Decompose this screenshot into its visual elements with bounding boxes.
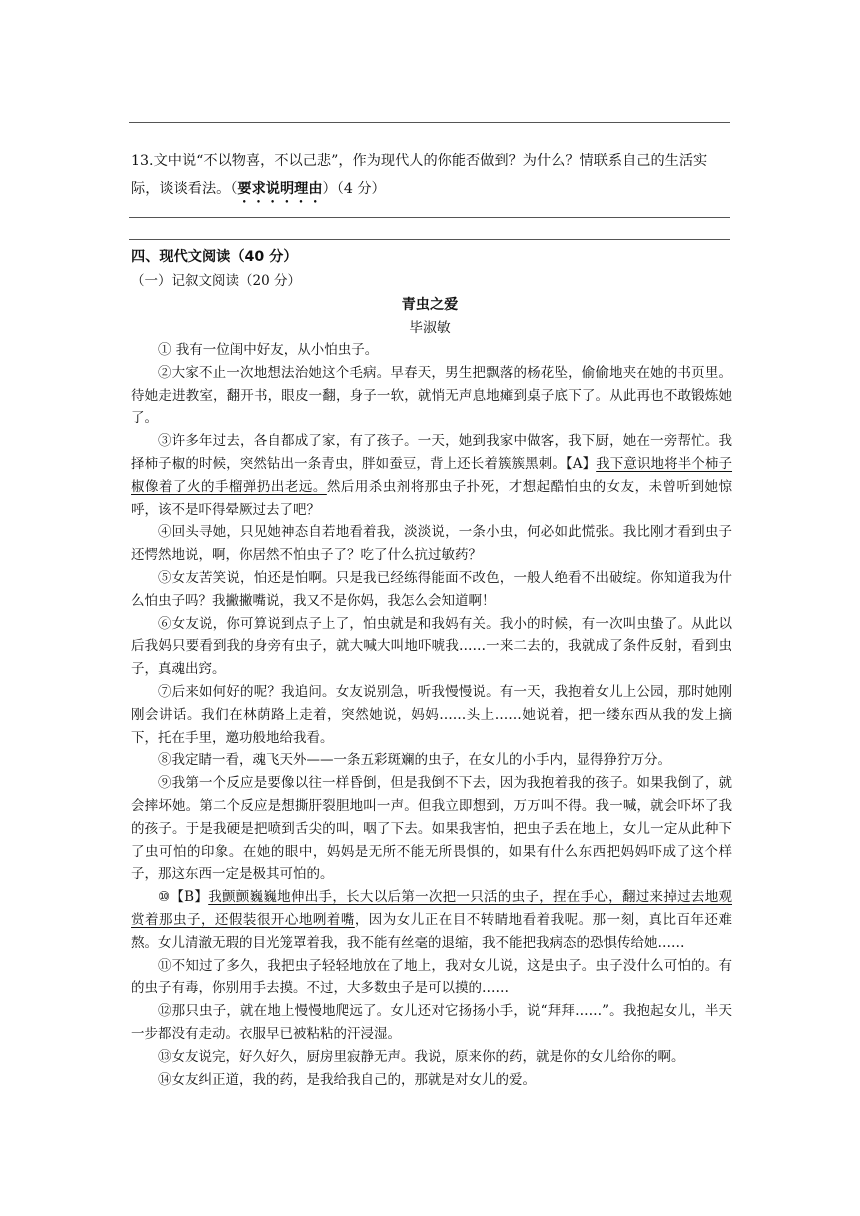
paragraph-5: ⑤女友苦笑说，怕还是怕啊。只是我已经练得能面不改色，一般人绝看不出破绽。你知道我为什么怕虫子吗？我撇撇嘴说，我又不是你妈，我怎么会知道啊！: [131, 569, 732, 609]
question-13: [131, 147, 731, 206]
section-subtitle: （一）记叙文阅读（20 分）: [131, 273, 301, 289]
paragraph-9: ⑨我第一个反应是要像以往一样昏倒，但是我倒不下去，因为我抱着我的孩子。如果我倒了，就会摔坏她。第二个反应是想撕肝裂胆地叫一声。但我立即想到，万万叫不得。我一喊，就会吓坏了我的孩子。于是我硬是把喷到舌尖的叫，咽了下去。如果我害怕，把虫子丢在地上，女儿一定从此种下了虫可怕的印象。在她的眼中，妈妈是无所不能无所畏惧的，如果有什么东西把妈妈吓成了这个样子，那这东西一定是极其可怕的。: [131, 775, 732, 883]
answer-line-3: [129, 239, 730, 240]
paragraph-7: ⑦后来如何好的呢？我追问。女友说别急，听我慢慢说。有一天，我抱着女儿上公园，那时她刚刚会讲话。我们在林荫路上走着，突然她说，妈妈……头上……她说着，把一缕东西从我的发上摘下，托在手里，邀功般地给我看。: [131, 683, 732, 746]
paragraph-10-rest: ，因为女儿正在目不转睛地看着我呢。那一刻，真比百年还难熬。女儿清澈无瑕的目光笼罩着我，我不能有丝毫的退缩，我不能把我病态的恐惧传给她……: [131, 911, 733, 951]
paragraph-14: ⑭女友纠正道，我的药，是我给我自己的，那就是对女儿的爱。: [158, 1071, 536, 1088]
story-title: 青虫之爱: [401, 297, 459, 313]
paragraph-8: ⑧我定睛一看，魂飞天外——一条五彩斑斓的虫子，在女儿的小手内，显得狰狞万分。: [158, 752, 671, 769]
story-body: [131, 339, 732, 1091]
answer-line-1: [129, 122, 730, 123]
section-title: 四、现代文阅读（40 分）: [131, 249, 298, 265]
question-13-emphasis: 要求说明理由: [237, 181, 323, 197]
story-author: 毕淑敏: [409, 320, 451, 336]
paragraph-13: ⑬女友说完，好久好久，厨房里寂静无声。我说，原来你的药，就是你的女儿给你的啊。: [158, 1048, 685, 1065]
paragraph-10: [131, 886, 732, 954]
paragraph-1: ① 我有一位闺中好友，从小怕虫子。: [158, 342, 379, 358]
underlined-sentence-a: 我下意识地将半个柿子椒像着了火的手榴弹扔出老远。: [131, 455, 733, 495]
paragraph-6: ⑥女友说，你可算说到点子上了，怕虫就是和我妈有关。我小的时候，有一次叫虫蛰了。从此以后我妈只要看到我的身旁有虫子，就大喊大叫地吓唬我……一来二去的，我就成了条件反射，看到虫子，真魂出窍。: [131, 615, 732, 678]
question-13-text: 13.文中说“不以物喜，不以己悲”，作为现代人的你能否做到？为什么？情联系自己的生活实际，谈谈看法。（: [131, 153, 708, 197]
paragraph-4: ④回头寻她，只见她神态自若地看着我，淡淡说，一条小虫，何必如此慌张。我比刚才看到虫子还愕然地说，啊，你居然不怕虫子了？吃了什么抗过敏药？: [131, 524, 732, 564]
paragraph-10-lead: ⑩【B】: [158, 889, 209, 906]
paragraph-3-rest: 然后用杀虫剂将那虫子扑死，才想起酷怕虫的女友，未曾听到她惊呼，该不是吓得晕厥过去了吧？: [131, 478, 733, 518]
question-13-tail: ）（4 分）: [322, 181, 386, 197]
underlined-sentence-b: 我颤颤巍巍地伸出手，长大以后第一次把一只活的虫子，捏在手心，翻过来掉过去地观赏着那虫子，还假装很开心地咧着嘴: [131, 889, 733, 928]
paragraph-12: ⑫那只虫子，就在地上慢慢地爬远了。女儿还对它扬扬小手，说“拜拜……”。我抱起女儿，半天一步都没有走动。衣服早已被粘粘的汗浸湿。: [131, 1003, 732, 1042]
paragraph-2: ②大家不止一次地想法治她这个毛病。早春天，男生把飘落的杨花坠，偷偷地夹在她的书页里。待她走进教室，翻开书，眼皮一翻，身子一软，就悄无声息地瘫到桌子底下了。从此再也不敢锻炼她了。: [131, 364, 732, 427]
paragraph-3: [131, 430, 732, 521]
paragraph-11: ⑪不知过了多久，我把虫子轻轻地放在了地上，我对女儿说，这是虫子。虫子没什么可怕的。有的虫子有毒，你别用手去摸。不过，大多数虫子是可以摸的……: [131, 957, 732, 997]
answer-line-2: [129, 217, 730, 218]
paragraph-3-lead: ③许多年过去，各自都成了家，有了孩子。一天，她到我家中做客，我下厨，她在一旁帮忙。我择柿子椒的时候，突然钻出一条青虫，胖如蚕豆，背上还长着簇簇黑刺。【A】: [131, 433, 732, 472]
